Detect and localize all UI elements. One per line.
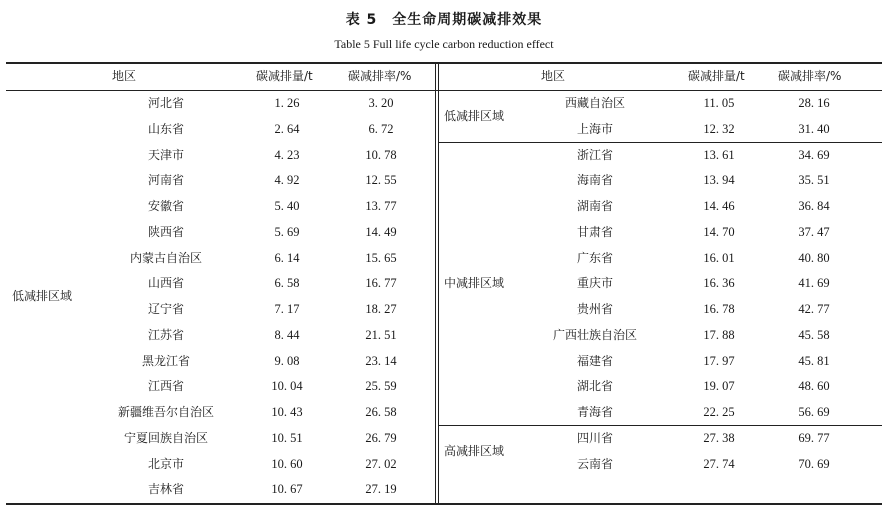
table-row-amount: 6. 14: [274, 250, 300, 265]
table-row-amount: 4. 23: [274, 147, 300, 162]
table-row-amount: 10. 43: [271, 405, 303, 419]
table-row-rate: 6. 72: [368, 121, 394, 136]
table-row-amount: 10. 51: [271, 430, 303, 445]
bottom-rule: [6, 503, 882, 505]
table-row-amount: 16. 01: [703, 250, 735, 265]
table-row-name: 上海市: [576, 121, 613, 136]
region-label-right: 低减排区域: [444, 108, 505, 123]
table-row-name: 山东省: [147, 121, 184, 136]
table-row-name: 江苏省: [147, 327, 184, 342]
table-row-name: 湖南省: [576, 199, 613, 213]
table-row-name: 北京市: [147, 456, 184, 471]
table-row-rate: 15. 65: [365, 250, 397, 265]
table-row-rate: 41. 69: [798, 276, 830, 291]
table-row-name: 吉林省: [147, 482, 184, 497]
table-row-name: 山西省: [147, 276, 184, 291]
table-row-name: 陕西省: [147, 224, 184, 239]
table-row-rate: 35. 51: [798, 173, 830, 188]
table-row-name: 青海省: [576, 405, 613, 419]
header-amount-left: 碳减排量/t: [256, 69, 313, 83]
table-row-rate: 23. 14: [365, 353, 397, 368]
table-row-name: 安徽省: [147, 199, 184, 213]
top-rule: [6, 62, 882, 64]
table-row-rate: 69. 77: [798, 430, 830, 445]
table-row-name: 江西省: [147, 379, 184, 394]
table-row-amount: 16. 78: [703, 302, 735, 316]
table-row-amount: 2. 64: [274, 121, 300, 136]
table-row-rate: 21. 51: [365, 327, 397, 342]
table-row-name: 天津市: [147, 147, 184, 162]
table-row-amount: 7. 17: [274, 302, 300, 316]
region-label-right: 中减排区域: [444, 276, 505, 291]
table-title: 表 5 全生命周期碳减排效果: [345, 12, 543, 28]
table-row-name: 广东省: [576, 250, 613, 265]
table-row-name: 四川省: [576, 430, 613, 445]
table-row-amount: 14. 46: [703, 199, 735, 213]
column-divider-right: [438, 63, 439, 504]
header-amount-right: 碳减排量/t: [688, 69, 745, 83]
table-row-amount: 14. 70: [703, 224, 735, 239]
table-row-amount: 17. 88: [703, 327, 735, 342]
table-row-rate: 14. 49: [365, 224, 397, 239]
table-row-name: 湖北省: [576, 379, 613, 394]
table-row-amount: 5. 40: [274, 199, 300, 213]
table-row-rate: 12. 55: [365, 173, 397, 188]
table-subtitle: Table 5 Full life cycle carbon reduction effect: [334, 37, 554, 51]
table-row-amount: 5. 69: [274, 224, 300, 239]
table-row-name: 贵州省: [576, 302, 613, 316]
header-rate-right: 碳减排率/%: [778, 69, 842, 83]
table-row-amount: 27. 38: [703, 430, 735, 445]
table-row-rate: 27. 02: [365, 456, 397, 471]
table-row-rate: 56. 69: [798, 405, 830, 419]
table-row-amount: 6. 58: [274, 276, 300, 291]
table-row-name: 河北省: [147, 96, 184, 110]
table-row-name: 河南省: [147, 173, 184, 188]
table-row-amount: 10. 67: [271, 482, 303, 497]
table-row-name: 新疆维吾尔自治区: [117, 405, 214, 419]
table-row-name: 云南省: [576, 456, 613, 471]
table-row-rate: 37. 47: [798, 224, 830, 239]
table-row-name: 海南省: [576, 173, 613, 188]
table-row-amount: 4. 92: [274, 173, 300, 188]
table-row-rate: 70. 69: [798, 456, 830, 471]
table-row-rate: 13. 77: [365, 199, 397, 213]
table-row-name: 重庆市: [576, 276, 613, 291]
header-region-right: 地区: [541, 69, 566, 83]
table-row-rate: 42. 77: [798, 302, 830, 316]
table-row-rate: 3. 20: [368, 96, 394, 110]
region-label-low-left: 低减排区域: [12, 289, 73, 303]
table-row-name: 辽宁省: [147, 302, 184, 316]
table-row-amount: 1. 26: [274, 96, 300, 110]
table-row-rate: 31. 40: [798, 121, 830, 136]
table-row-name: 内蒙古自治区: [129, 250, 202, 265]
table-row-amount: 9. 08: [274, 353, 300, 368]
table-row-amount: 13. 61: [703, 147, 735, 162]
table-row-rate: 48. 60: [798, 379, 830, 394]
table-row-rate: 34. 69: [798, 147, 830, 162]
table-row-amount: 16. 36: [703, 276, 735, 291]
table-row-rate: 28. 16: [798, 96, 830, 110]
region-label-right: 高减排区域: [444, 443, 505, 458]
table-row-name: 甘肃省: [576, 224, 613, 239]
table-row-name: 西藏自治区: [564, 96, 625, 110]
table-row-name: 宁夏回族自治区: [123, 430, 208, 445]
table-row-rate: 27. 19: [365, 482, 397, 497]
table-row-amount: 22. 25: [703, 405, 735, 419]
table-row-amount: 11. 05: [703, 96, 735, 110]
table-row-rate: 26. 58: [365, 405, 397, 419]
table-row-name: 广西壮族自治区: [552, 327, 637, 342]
table-row-rate: 25. 59: [365, 379, 397, 394]
table-row-rate: 36. 84: [798, 199, 830, 213]
table-row-amount: 27. 74: [703, 456, 735, 471]
table-row-name: 黑龙江省: [141, 353, 190, 368]
table-row-amount: 12. 32: [703, 121, 735, 136]
table-row-amount: 19. 07: [703, 379, 735, 394]
table-row-rate: 16. 77: [365, 276, 397, 291]
table-row-amount: 10. 60: [271, 456, 303, 471]
table-row-amount: 10. 04: [271, 379, 303, 394]
column-divider-left: [435, 63, 436, 504]
table-row-amount: 13. 94: [703, 173, 735, 188]
table-row-rate: 18. 27: [365, 302, 397, 316]
table-row-rate: 10. 78: [365, 147, 397, 162]
table-row-rate: 40. 80: [798, 250, 830, 265]
table-row-name: 浙江省: [576, 147, 613, 162]
header-region-left: 地区: [112, 69, 137, 83]
table-row-name: 福建省: [576, 353, 613, 368]
table-row-amount: 17. 97: [703, 353, 735, 368]
header-rate-left: 碳减排率/%: [348, 69, 412, 83]
table-row-amount: 8. 44: [274, 327, 300, 342]
table-row-rate: 26. 79: [365, 430, 397, 445]
table-row-rate: 45. 58: [798, 327, 830, 342]
table-row-rate: 45. 81: [798, 353, 830, 368]
